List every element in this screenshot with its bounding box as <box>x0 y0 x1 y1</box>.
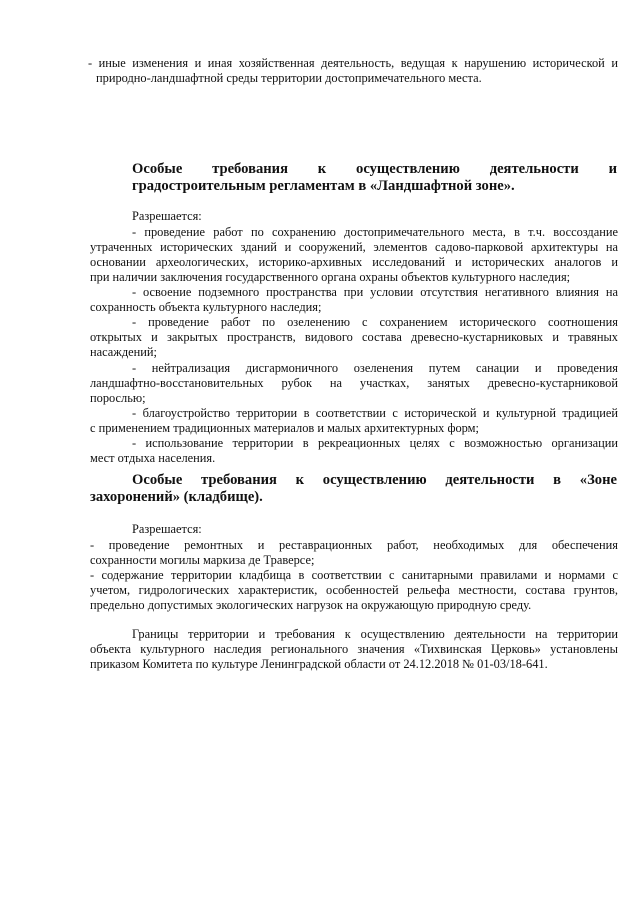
section-heading: Особые требования к осуществлению деятельности и <box>132 161 617 177</box>
list-item: учетом, гидрологических характеристик, особенностей рельефа местности, состава грунтов, <box>90 583 618 597</box>
list-item: сохранности могилы маркиза де Траверсе; <box>90 553 315 567</box>
list-item: насаждений; <box>90 345 157 359</box>
list-item: - освоение подземного пространства при условии отсутствия негативного влияния на <box>132 285 618 299</box>
closing-text: Границы территории и требования к осуществлению деятельности на территории <box>132 627 618 641</box>
section-heading: захоронений» (кладбище). <box>90 489 263 505</box>
text-line: природно-ландшафтной среды территории достопримечательного места. <box>96 71 482 85</box>
closing-text: приказом Комитета по культуре Ленинградской области от 24.12.2018 № 01-03/18-641. <box>90 657 548 671</box>
list-item: утраченных исторических зданий и сооружений, элементов садово-парковой архитектуры на <box>90 240 618 254</box>
list-item: - проведение ремонтных и реставрационных работ, необходимых для обеспечения <box>90 538 618 552</box>
list-item: мест отдыха населения. <box>90 451 216 465</box>
list-item: открытых и закрытых пространств, видового состава древесно-кустарниковых и травяных <box>90 330 618 344</box>
list-item: с применением традиционных материалов и малых архитектурных форм; <box>90 421 479 435</box>
allowed-label: Разрешается: <box>132 522 202 536</box>
list-item: при наличии заключения государственного органа охраны объектов культурного наследия; <box>90 270 571 284</box>
text-line: - иные изменения и иная хозяйственная деятельность, ведущая к нарушению исторической и <box>88 56 618 70</box>
list-item: ландшафтно-восстановительных рубок на участках, занятых древесно-кустарниковой <box>90 376 618 390</box>
allowed-label: Разрешается: <box>132 209 202 223</box>
list-item: сохранность объекта культурного наследия; <box>90 300 322 314</box>
list-item: - содержание территории кладбища в соответствии с санитарными правилами и нормами с <box>90 568 618 582</box>
list-item: основании археологических, историко-архивных исследований и исторических аналогов и <box>90 255 618 269</box>
list-item: - проведение работ по озеленению с сохранением исторического соотношения <box>132 315 618 329</box>
list-item: - нейтрализация дисгармоничного озеленения путем санации и проведения <box>132 361 618 375</box>
closing-text: объекта культурного наследия регионального значения «Тихвинская Церковь» установлены <box>90 642 618 656</box>
list-item: - проведение работ по сохранению достопримечательного места, в т.ч. воссоздание <box>132 225 618 239</box>
list-item: - использование территории в рекреационных целях с возможностью организации <box>132 436 618 450</box>
section-heading: Особые требования к осуществлению деятельности в «Зоне <box>132 472 617 488</box>
list-item: порослью; <box>90 391 146 405</box>
list-item: - благоустройство территории в соответствии с исторической и культурной традицией <box>132 406 618 420</box>
list-item: предельно допустимых экологических нагрузок на окружающую природную среду. <box>90 598 532 612</box>
section-heading: градостроительным регламентам в «Ландшафтной зоне». <box>132 178 515 194</box>
